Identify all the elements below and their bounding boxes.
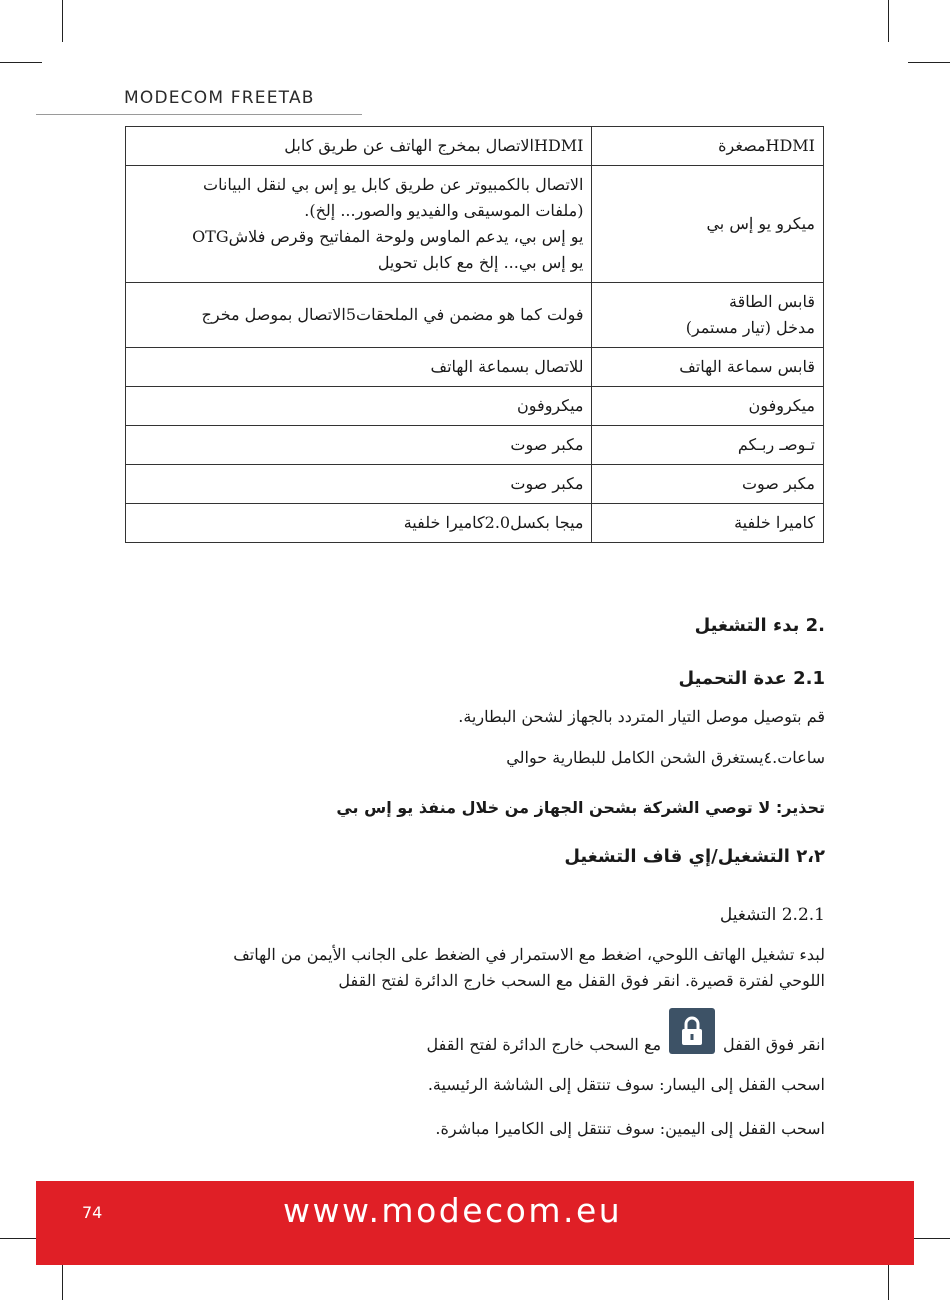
table-row: [126, 387, 824, 426]
crop-mark: [888, 0, 889, 42]
feature-description-cell: [126, 283, 592, 348]
feature-description-cell: [126, 426, 592, 465]
specs-table: [125, 126, 824, 543]
crop-mark: [62, 0, 63, 42]
lock-icon: [669, 1008, 715, 1054]
feature-description-cell: [126, 166, 592, 283]
feature-name-cell: [592, 465, 824, 504]
feature-name: مدخل (تيار مستمر): [685, 318, 815, 337]
table-row: [126, 283, 824, 348]
feature-description-cell: [126, 504, 592, 543]
feature-name: كاميرا خلفية: [734, 513, 815, 532]
swipe-right-instruction: اسحب القفل إلى اليمين: سوف تنتقل إلى الكاميرا مباشرة.: [435, 1119, 825, 1138]
power-on-line-2: اللوحي لفترة قصيرة. انقر فوق القفل مع السحب خارج الدائرة لفتح القفل: [338, 971, 825, 990]
feature-name-cell: [592, 504, 824, 543]
charging-duration: ساعات.٤يستغرق الشحن الكامل للبطارية حوالي: [506, 748, 825, 767]
crop-mark: [908, 1238, 950, 1239]
swipe-left-instruction: اسحب القفل إلى اليسار: سوف تنتقل إلى الشاشة الرئيسية.: [427, 1075, 825, 1094]
table-row: [126, 348, 824, 387]
crop-mark: [908, 62, 950, 63]
feature-name: تـوصـ ربـكم: [737, 435, 815, 454]
table-row: [126, 465, 824, 504]
unlock-text-before: انقر فوق القفل: [723, 1035, 825, 1054]
section-2-title: .2 بدء التشغيل: [694, 615, 825, 636]
feature-description: مكبر صوت: [510, 474, 584, 493]
feature-description: فولت كما هو مضمن في الملحقات5الاتصال بموصل مخرج: [201, 305, 584, 324]
feature-description: HDMIالاتصال بمخرج الهاتف عن طريق كابل: [284, 136, 584, 155]
feature-description: الاتصال بالكمبيوتر عن طريق كابل يو إس بي لنقل البيانات: [203, 175, 584, 194]
feature-name: ميكروفون: [748, 396, 815, 415]
feature-description-cell: [126, 348, 592, 387]
feature-name-cell: [592, 348, 824, 387]
unlock-instruction: [125, 1008, 825, 1054]
table-row: [126, 426, 824, 465]
crop-mark: [0, 62, 42, 63]
feature-description: مكبر صوت: [510, 435, 584, 454]
feature-name: HDMIمصغرة: [718, 136, 815, 155]
feature-description-cell: [126, 127, 592, 166]
feature-description-cell: [126, 465, 592, 504]
feature-description: ميجا بكسل2.0كاميرا خلفية: [403, 513, 584, 532]
feature-name: قابس الطاقة: [728, 292, 815, 311]
section-2-2-title: ٢،٢ التشغيل/إي قاف التشغيل: [564, 846, 825, 867]
feature-name-cell: [592, 166, 824, 283]
feature-name-cell: [592, 127, 824, 166]
website-link[interactable]: www.modecom.eu: [283, 1191, 623, 1230]
charging-instruction: قم بتوصيل موصل التيار المتردد بالجهاز لشحن البطارية.: [458, 707, 825, 726]
charging-warning: تحذير: لا توصي الشركة بشحن الجهاز من خلال منفذ يو إس بي: [336, 798, 825, 817]
feature-description: ميكروفون: [517, 396, 584, 415]
power-on-line-1: لبدء تشغيل الهاتف اللوحي، اضغط مع الاستمرار في الضغط على الجانب الأيمن من الهاتف: [233, 945, 825, 964]
feature-name-cell: [592, 426, 824, 465]
table-row: [126, 504, 824, 543]
brand-header: MODECOM FREETAB: [124, 88, 315, 108]
table-row: [126, 127, 824, 166]
feature-description-cell: [126, 387, 592, 426]
header-divider: [36, 114, 362, 115]
table-row: [126, 166, 824, 283]
section-2-1-title: 2.1 عدة التحميل: [678, 668, 825, 689]
feature-name-cell: [592, 387, 824, 426]
unlock-text-after: مع السحب خارج الدائرة لفتح القفل: [426, 1035, 662, 1054]
feature-name: قابس سماعة الهاتف: [679, 357, 815, 376]
page-number: 74: [82, 1203, 103, 1222]
feature-description: يو إس بي، يدعم الماوس ولوحة المفاتيح وقرص فلاشOTG: [192, 227, 584, 246]
footer-bar: [36, 1181, 914, 1265]
feature-name: مكبر صوت: [741, 474, 815, 493]
section-2-2-1-title: 2.2.1 التشغيل: [719, 905, 825, 925]
feature-name: ميكرو يو إس بي: [706, 214, 815, 233]
feature-name-cell: [592, 283, 824, 348]
feature-description: للاتصال بسماعة الهاتف: [430, 357, 584, 376]
feature-description: يو إس بي... إلخ مع كابل تحويل: [377, 253, 584, 272]
feature-description: (ملفات الموسيقى والفيديو والصور... إلخ).: [304, 201, 584, 220]
